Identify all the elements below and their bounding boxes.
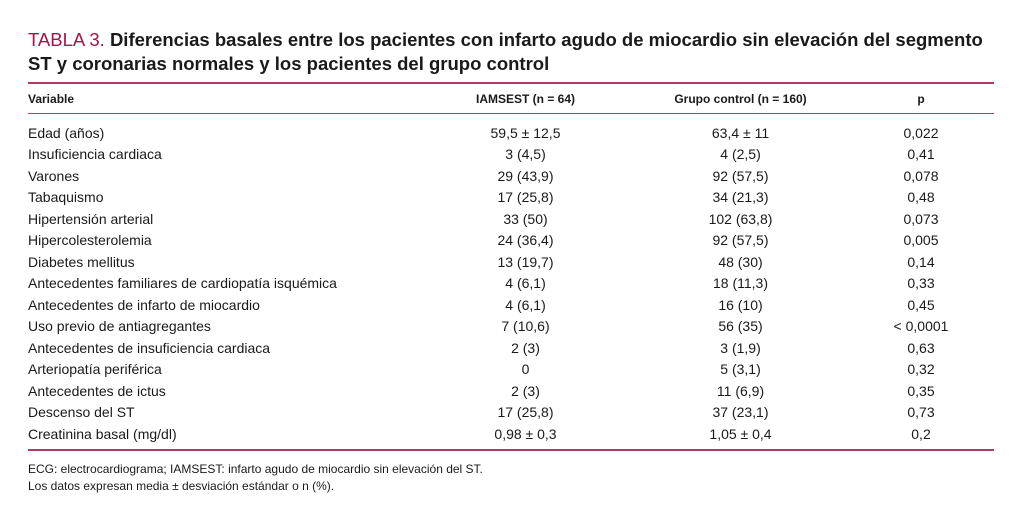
table-row bbox=[28, 359, 994, 381]
table-caption: Diferencias basales entre los pacientes con infarto agudo de miocardio sin elevación del segmento ST y coronarias normales y los pacientes del grupo control bbox=[28, 29, 983, 74]
cell-p: 0,73 bbox=[907, 404, 935, 421]
header-control: Grupo control (n = 160) bbox=[633, 84, 848, 114]
table-row bbox=[28, 187, 994, 209]
footnotes bbox=[28, 461, 994, 495]
cell-iamsest: 29 (43,9) bbox=[497, 167, 554, 184]
cell-variable: Hipercolesterolemia bbox=[28, 232, 152, 249]
table-row bbox=[28, 337, 994, 359]
table-title bbox=[28, 28, 994, 76]
cell-p: 0,63 bbox=[907, 339, 935, 356]
cell-variable: Varones bbox=[28, 167, 80, 184]
cell-control: 4 (2,5) bbox=[720, 146, 761, 163]
cell-variable: Diabetes mellitus bbox=[28, 253, 135, 270]
cell-p: 0,32 bbox=[907, 361, 935, 378]
cell-p: 0,33 bbox=[907, 275, 935, 292]
cell-variable: Arteriopatía periférica bbox=[28, 361, 162, 378]
cell-p: 0,073 bbox=[903, 210, 939, 227]
cell-control: 92 (57,5) bbox=[712, 232, 769, 249]
cell-control: 102 (63,8) bbox=[708, 210, 773, 227]
footnote-data-format: Los datos expresan media ± desviación estándar o n (%). bbox=[28, 478, 335, 493]
cell-variable: Insuficiencia cardiaca bbox=[28, 146, 162, 163]
cell-variable: Antecedentes de ictus bbox=[28, 382, 166, 399]
cell-control: 48 (30) bbox=[718, 253, 763, 270]
cell-p: 0,2 bbox=[911, 425, 931, 442]
cell-p: 0,078 bbox=[903, 167, 939, 184]
cell-variable: Antecedentes de infarto de miocardio bbox=[28, 296, 260, 313]
cell-p: < 0,0001 bbox=[893, 318, 949, 335]
header-p: p bbox=[848, 84, 994, 114]
cell-iamsest: 4 (6,1) bbox=[505, 296, 546, 313]
cell-variable: Creatinina basal (mg/dl) bbox=[28, 425, 177, 442]
cell-p: 0,48 bbox=[907, 189, 935, 206]
cell-p: 0,41 bbox=[907, 146, 935, 163]
cell-iamsest: 13 (19,7) bbox=[497, 253, 554, 270]
cell-p: 0,14 bbox=[907, 253, 935, 270]
table-row bbox=[28, 423, 994, 445]
table-row bbox=[28, 294, 994, 316]
cell-iamsest: 59,5 ± 12,5 bbox=[490, 124, 561, 141]
cell-iamsest: 7 (10,6) bbox=[501, 318, 550, 335]
cell-iamsest: 3 (4,5) bbox=[505, 146, 546, 163]
cell-control: 16 (10) bbox=[718, 296, 763, 313]
table-row bbox=[28, 251, 994, 273]
header-iamsest: IAMSEST (n = 64) bbox=[418, 84, 633, 114]
cell-iamsest: 17 (25,8) bbox=[497, 189, 554, 206]
cell-control: 3 (1,9) bbox=[720, 339, 761, 356]
cell-control: 5 (3,1) bbox=[720, 361, 761, 378]
cell-control: 92 (57,5) bbox=[712, 167, 769, 184]
table-row bbox=[28, 165, 994, 187]
cell-variable: Uso previo de antiagregantes bbox=[28, 318, 211, 335]
cell-control: 1,05 ± 0,4 bbox=[709, 425, 772, 442]
cell-control: 63,4 ± 11 bbox=[711, 124, 770, 141]
cell-variable: Antecedentes familiares de cardiopatía isquémica bbox=[28, 275, 337, 292]
cell-p: 0,35 bbox=[907, 382, 935, 399]
cell-variable: Hipertensión arterial bbox=[28, 210, 154, 227]
table-row bbox=[28, 316, 994, 338]
cell-variable: Edad (años) bbox=[28, 124, 105, 141]
table-row bbox=[28, 230, 994, 252]
cell-control: 11 (6,9) bbox=[716, 382, 765, 399]
table-row bbox=[28, 114, 994, 144]
table-row bbox=[28, 144, 994, 166]
cell-control: 34 (21,3) bbox=[712, 189, 769, 206]
footnote-abbreviations: ECG: electrocardiograma; IAMSEST: infarto agudo de miocardio sin elevación del ST. bbox=[28, 461, 483, 476]
cell-iamsest: 0 bbox=[521, 361, 530, 378]
table-body bbox=[28, 114, 994, 445]
cell-variable: Descenso del ST bbox=[28, 404, 135, 421]
data-table bbox=[28, 84, 994, 445]
header-row bbox=[28, 84, 994, 114]
table-number: TABLA 3. bbox=[28, 29, 105, 50]
cell-p: 0,022 bbox=[903, 124, 939, 141]
cell-variable: Tabaquismo bbox=[28, 189, 104, 206]
cell-iamsest: 33 (50) bbox=[503, 210, 548, 227]
cell-iamsest: 2 (3) bbox=[511, 382, 540, 399]
table-row bbox=[28, 273, 994, 295]
table-row bbox=[28, 402, 994, 424]
cell-iamsest: 0,98 ± 0,3 bbox=[494, 425, 557, 442]
cell-iamsest: 24 (36,4) bbox=[497, 232, 554, 249]
cell-control: 37 (23,1) bbox=[712, 404, 769, 421]
cell-p: 0,45 bbox=[907, 296, 935, 313]
cell-iamsest: 17 (25,8) bbox=[497, 404, 554, 421]
cell-control: 18 (11,3) bbox=[713, 275, 768, 292]
bottom-rule bbox=[28, 449, 994, 451]
cell-iamsest: 4 (6,1) bbox=[505, 275, 546, 292]
cell-variable: Antecedentes de insuficiencia cardiaca bbox=[28, 339, 271, 356]
cell-control: 56 (35) bbox=[718, 318, 763, 335]
table-row bbox=[28, 208, 994, 230]
cell-iamsest: 2 (3) bbox=[511, 339, 540, 356]
header-variable: Variable bbox=[28, 84, 418, 114]
table-container bbox=[28, 28, 994, 495]
table-row bbox=[28, 380, 994, 402]
cell-p: 0,005 bbox=[903, 232, 939, 249]
